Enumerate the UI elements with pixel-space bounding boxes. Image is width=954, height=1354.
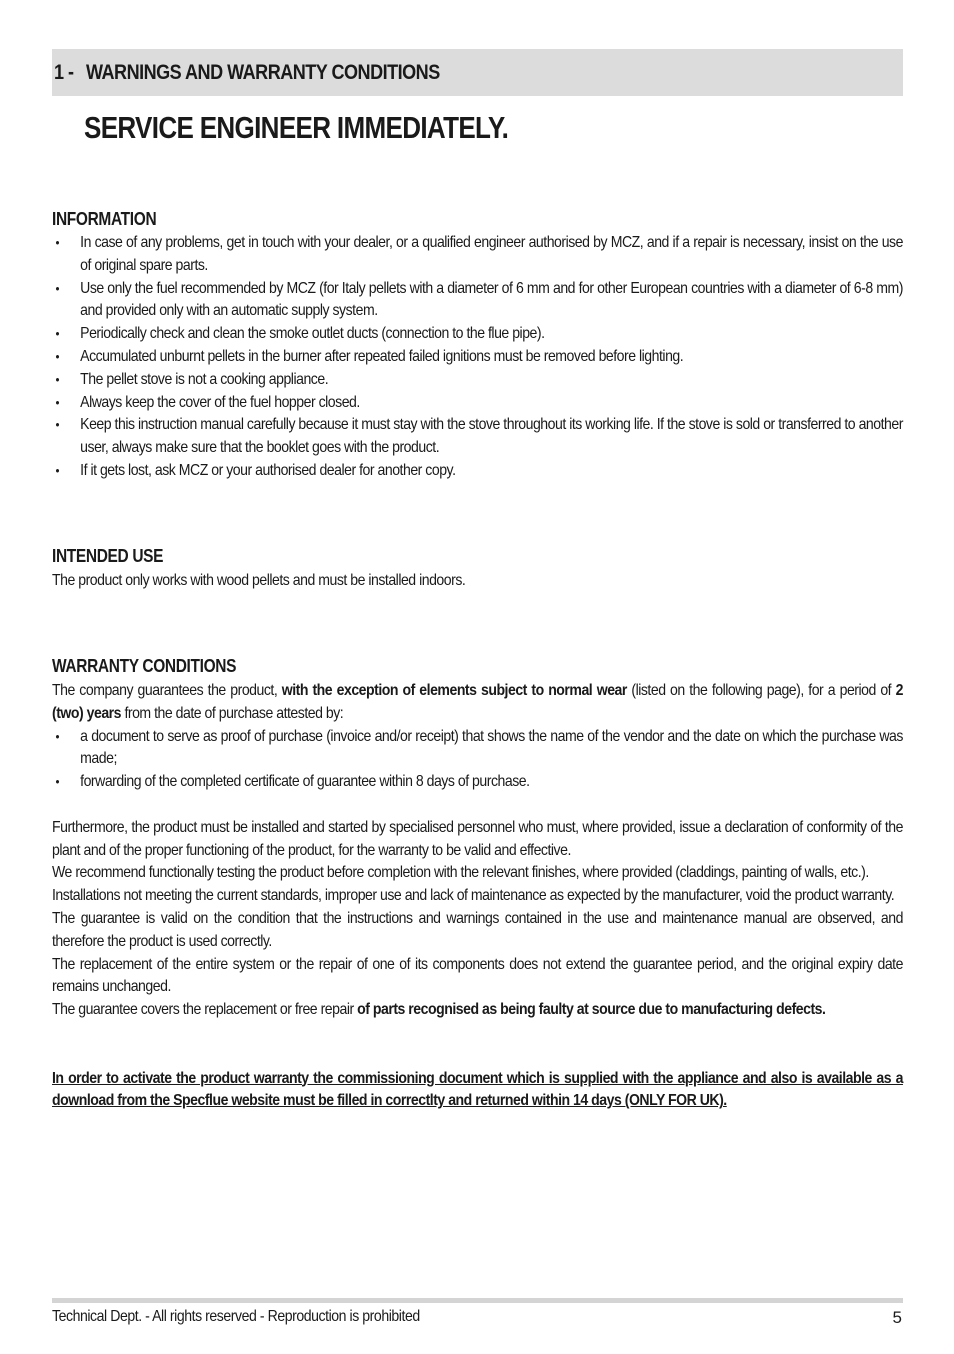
warranty-paragraph: We recommend functionally testing the product before completion with the relevant finishes, where provided (claddings, painting of walls, etc.). bbox=[52, 864, 869, 882]
list-item: • Use only the fuel recommended by MCZ (for Italy pellets with a diameter of 6 mm and for other European countries with a diameter of 6-8 mm) and provided only with an automatic supply system. bbox=[52, 278, 903, 324]
warranty-paragraph: The replacement of the entire system or the repair of one of its components does not extend the guarantee period, and the original expiry date remains unchanged. bbox=[52, 955, 903, 996]
intro-text: (listed on the following page), for a period of bbox=[626, 682, 896, 699]
warranty-paragraph: Furthermore, the product must be installed and started by specialised personnel who must, where provided, issue a declaration of conformity of the plant and of the proper functioning of the product, for the warranty to be valid and effective. bbox=[52, 818, 903, 859]
warranty-block bbox=[52, 680, 903, 1113]
list-item: • Periodically check and clean the smoke outlet ducts (connection to the flue pipe). bbox=[52, 323, 903, 346]
section-number: 1 - bbox=[54, 61, 74, 84]
list-item: • Always keep the cover of the fuel hopper closed. bbox=[52, 392, 903, 415]
list-item: • Accumulated unburnt pellets in the burner after repeated failed ignitions must be removed before lighting. bbox=[52, 346, 903, 369]
list-item: • forwarding of the completed certificate of guarantee within 8 days of purchase. bbox=[52, 771, 903, 794]
information-list bbox=[52, 232, 903, 483]
intended-use-text: The product only works with wood pellets and must be installed indoors. bbox=[52, 572, 466, 589]
list-item: • The pellet stove is not a cooking appliance. bbox=[52, 369, 903, 392]
intended-use-block bbox=[52, 570, 903, 593]
information-block bbox=[52, 232, 903, 483]
page-number: 5 bbox=[892, 1308, 902, 1327]
list-item: • If it gets lost, ask MCZ or your authorised dealer for another copy. bbox=[52, 460, 903, 483]
footer-copyright: Technical Dept. - All rights reserved - Reproduction is prohibited bbox=[52, 1308, 420, 1325]
list-item: • In case of any problems, get in touch with your dealer, or a qualified engineer authorised by MCZ, and if a repair is necessary, insist on the use of original spare parts. bbox=[52, 232, 903, 278]
section-header-bar bbox=[52, 49, 903, 96]
list-item: • a document to serve as proof of purchase (invoice and/or receipt) that shows the name of the vendor and the date on which the purchase was made; bbox=[52, 726, 903, 772]
intended-use-heading: INTENDED USE bbox=[52, 546, 164, 566]
activation-notice: In order to activate the product warranty the commissioning document which is supplied with the appliance and also is available as a download from the Specflue website must be filled in correctlty and returned within 14 days (ONLY FOR UK). bbox=[52, 1069, 903, 1110]
warranty-list bbox=[52, 726, 903, 794]
intro-text: from the date of purchase attested by: bbox=[121, 704, 344, 722]
intro-bold-exception: with the exception of elements subject to normal wear bbox=[281, 682, 627, 699]
page-title: SERVICE ENGINEER IMMEDIATELY. bbox=[84, 110, 509, 145]
footer-divider bbox=[52, 1298, 903, 1303]
warranty-intro bbox=[52, 680, 903, 726]
last-text: The guarantee covers the replacement or free repair bbox=[52, 1001, 358, 1019]
information-heading: INFORMATION bbox=[52, 209, 157, 229]
section-title: WARNINGS AND WARRANTY CONDITIONS bbox=[85, 61, 440, 84]
last-bold-text: of parts recognised as being faulty at source due to manufacturing defects. bbox=[357, 1001, 826, 1019]
warranty-heading: WARRANTY CONDITIONS bbox=[52, 656, 237, 676]
warranty-paragraph: Installations not meeting the current standards, improper use and lack of maintenance as expected by the manufacturer, void the product warranty. bbox=[52, 887, 895, 905]
intro-text: The company guarantees the product, bbox=[52, 682, 282, 699]
warranty-last-paragraph bbox=[52, 999, 903, 1022]
intro-bold-period: 2 (two) years bbox=[52, 682, 903, 722]
list-item: • Keep this instruction manual carefully because it must stay with the stove throughout its working life. If the stove is sold or transferred to another user, always make sure that the booklet goes with the product. bbox=[52, 414, 903, 460]
warranty-paragraph: The guarantee is valid on the condition that the instructions and warnings contained in the use and maintenance manual are observed, and therefore the product is used correctly. bbox=[52, 909, 903, 950]
